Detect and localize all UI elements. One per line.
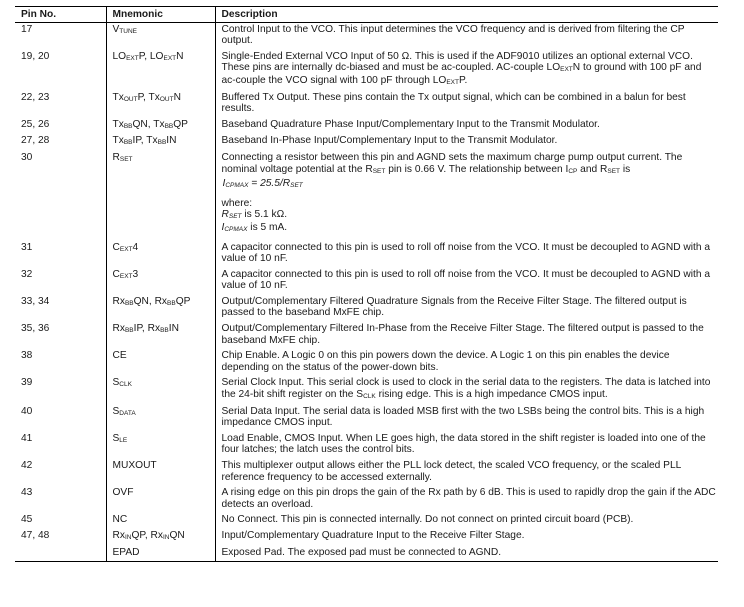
pin-number: 17 [15,22,106,50]
pin-number: 19, 20 [15,50,106,91]
table-row [15,546,718,562]
description: Load Enable, CMOS Input. When LE goes high, the data stored in the shift register is loaded into one of the four latches; the latch uses the control bits. [221,432,706,456]
table-row [15,376,718,404]
mnemonic: $LO_{EXT}P$, $LO_{EXT}N$ [106,50,215,91]
table-row [15,241,718,268]
description: No Connect. This pin is connected internally. Do not connect on printed circuit board (PCB). [221,514,634,526]
table-row [15,151,718,241]
table-row [15,22,718,50]
pin-number: 30 [15,151,106,241]
mnemonic: EPAD [106,546,215,562]
mnemonic: OVF [106,486,215,513]
pin-number: 45 [15,513,106,529]
mnemonic: $Tx_{BB}IP$, $Tx_{BB}IN$ [106,134,215,151]
description: Input/Complementary Quadrature Input to the Receive Filter Stage. [221,529,525,541]
description: Control Input to the VCO. This input determines the VCO frequency and is derived from filtering the CP output. [221,23,685,47]
description: Output/Complementary Filtered Quadrature Signals from the Receive Filter Stage. The filtered output is passed to the baseband MxFE chip. [221,295,687,319]
pin-number: 22, 23 [15,91,106,118]
description: A capacitor connected to this pin is used to roll off noise from the VCO. It must be decoupled to AGND with a value of 10 nF. [221,268,711,292]
description: Buffered Tx Output. These pins contain the Tx output signal, which can be combined in a balun for best results. [221,91,686,115]
where-item: $I_{CPMAX}$ is 5 mA. [221,221,288,233]
table-row [15,513,718,529]
table-row [15,432,718,459]
table-row [15,50,718,91]
table-row [15,118,718,135]
table-row [15,322,718,349]
mnemonic: $S_{LE}$ [106,432,215,459]
formula: $I_{CPMAX} = 25.5/R_{SET}$ [222,178,303,190]
description: Baseband Quadrature Phase Input/Complementary Input to the Transmit Modulator. [221,118,600,130]
table-row [15,349,718,376]
table-row [15,459,718,486]
pin-number: 31 [15,241,106,268]
table-row [15,295,718,322]
description: Output/Complementary Filtered In-Phase from the Receive Filter Stage. The filtered output is passed to the baseband MxFE chip. [221,323,704,346]
pin-number: 41 [15,432,106,459]
table-row [15,486,718,513]
pin-number: 39 [15,376,106,404]
table-header-row [15,7,718,23]
pin-number: 42 [15,459,106,486]
description: Connecting a resistor between this pin and AGND sets the maximum charge pump output current. The nominal voltage potential at the $R_{SET}$ pin is 0.66 V. The relationship between $I_{CP}$ and $R_{SET}$ is $I_{CPMAX} = 25.5/R_{SET}$ where: $R_{SET}$ is 5.1 kΩ. $I_{CPMAX}$ is 5 mA. [215,151,718,241]
description: This multiplexer output allows either the PLL lock detect, the scaled VCO frequency, or the scaled PLL reference frequency to be accessed externally. [221,460,681,483]
header-pin-no: Pin No. [15,7,106,23]
pin-number: 33, 34 [15,295,106,322]
mnemonic: $V_{TUNE}$ [106,22,215,50]
description: Baseband In-Phase Input/Complementary Input to the Transmit Modulator. [221,135,558,147]
where-item: $R_{SET}$ is 5.1 kΩ. [221,209,288,221]
pin-number [15,546,106,562]
description: Exposed Pad. The exposed pad must be connected to AGND. [215,546,718,562]
mnemonic: $Tx_{BB}QN$, $Tx_{BB}QP$ [106,118,215,135]
table-body [15,22,718,562]
where-label: where: [221,197,253,209]
pin-number: 32 [15,268,106,295]
description: A capacitor connected to this pin is used to roll off noise from the VCO. It must be decoupled to AGND with a value of 10 nF. [221,241,711,265]
mnemonic: $Rx_{BB}IP$, $Rx_{BB}IN$ [106,322,215,349]
pin-number: 35, 36 [15,322,106,349]
description: Single-Ended External VCO Input of 50 Ω. This is used if the ADF9010 utilizes an optional external VCO. These pins are internally dc-biased and must be ac-coupled. AC-couple $LO_{EXT}N$ to ground with 100 pF and ac-couple the VCO signal with 100 pF through $LO_{EXT}P$. [221,50,702,86]
mnemonic: CE [106,349,215,376]
pin-number: 43 [15,486,106,513]
pin-number: 27, 28 [15,134,106,151]
pin-number: 47, 48 [15,529,106,546]
pin-number: 38 [15,349,106,376]
table-row [15,268,718,295]
table-row [15,134,718,151]
description: A rising edge on this pin drops the gain of the Rx path by 6 dB. This is used to rapidly drop the gain if the ADC detects an overload. [221,487,716,510]
pin-number: 40 [15,405,106,432]
mnemonic: MUXOUT [106,459,215,486]
description: Serial Data Input. The serial data is loaded MSB first with the two LSBs being the control bits. This is a high impedance CMOS input. [221,405,705,429]
description: Serial Clock Input. This serial clock is used to clock in the serial data to the registers. The data is latched into the 24-bit shift register on the $S_{CLK}$ rising edge. This is a high impedance CMOS input. [221,377,711,401]
table-row [15,405,718,432]
pin-number: 25, 26 [15,118,106,135]
mnemonic: $S_{CLK}$ [106,376,215,404]
pin-function-table [15,6,718,562]
mnemonic: $S_{DATA}$ [106,405,215,432]
mnemonic: $C_{EXT}4$ [106,241,215,268]
header-description: Description [215,7,718,23]
mnemonic: $Rx_{IN}QP$, $Rx_{IN}QN$ [106,529,215,546]
mnemonic: $Rx_{BB}QN$, $Rx_{BB}QP$ [106,295,215,322]
description: Chip Enable. A Logic 0 on this pin powers down the device. A Logic 1 on this pin enables the device depending on the status of the power-down bits. [221,350,670,373]
mnemonic: $C_{EXT}3$ [106,268,215,295]
mnemonic: NC [106,513,215,529]
table-row [15,529,718,546]
mnemonic: $R_{SET}$ [106,151,215,241]
header-mnemonic: Mnemonic [106,7,215,23]
table-row [15,91,718,118]
mnemonic: $Tx_{OUT}P$, $Tx_{OUT}N$ [106,91,215,118]
